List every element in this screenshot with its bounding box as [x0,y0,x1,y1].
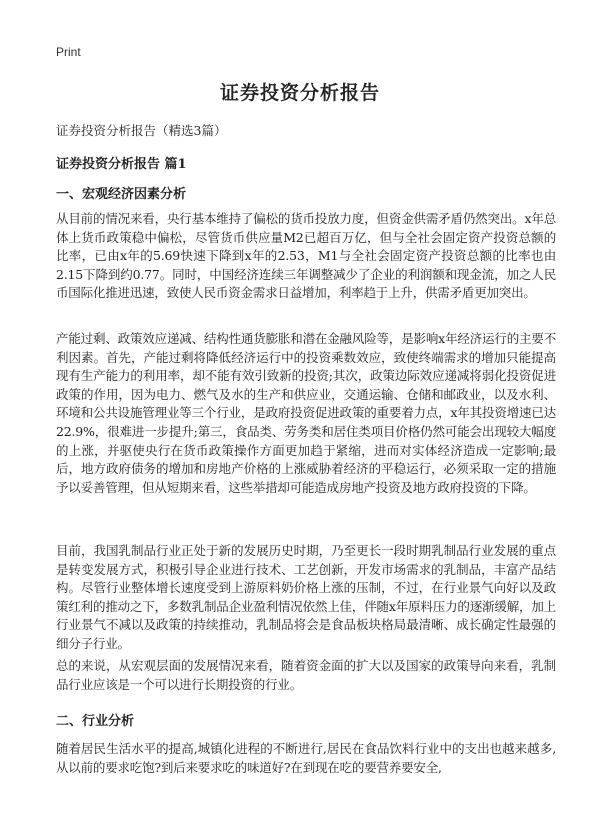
document-title: 证券投资分析报告 [219,82,380,104]
article-title: 证券投资分析报告 篇1 [56,157,187,172]
print-link[interactable]: Print [56,45,81,59]
document-subtitle: 证券投资分析报告（精选3篇） [56,123,227,138]
paragraph: 随着居民生活水平的提高,城镇化进程的不断进行,居民在食品饮料行业中的支出也越来越多,从以前的要求吃饱?到后来要求吃的味道好?在到现在吃的要营养要安全, [56,741,556,775]
section-heading-industry: 二、行业分析 [56,714,135,729]
paragraph: 总的来说，从宏观层面的发展情况来看，随着资金面的扩大以及国家的政策导向来看，乳制品行业应该是一个可以进行长期投资的行业。 [56,658,556,692]
paragraph: 目前，我国乳制品行业正处于新的发展历史时期，乃至更长一段时期乳制品行业发展的重点是转变发展方式，积极引导企业进行技术、工艺创新，开发市场需求的乳制品，丰富产品结构。尽管行业整体增长速度受到上游原料奶价格上涨的压制，不过，在行业景气向好以及政策红利的推动之下，多数乳制品企业盈利情况依然上佳，伴随x年原料压力的逐渐缓解，加上行业景气不减以及政策的持续推动，乳制品将会是食品板块格局最清晰、成长确定性最强的细分子行业。 [56,543,556,651]
paragraph: 从目前的情况来看，央行基本维持了偏松的货币投放力度，但资金供需矛盾仍然突出。x年总体上货币政策稳中偏松，尽管货币供应量M2已超百万亿，但与全社会固定资产投资总额的比率，已由x年的5.69快速下降到x年的2.53，M1与全社会固定资产投资总额的比率也由2.15下降到约0.77。同时，中国经济连续三年调整减少了企业的利润额和现金流，加之人民币国际化推进迅速，致使人民币资金需求日益增加，利率趋于上升，供需矛盾更加突出。 [56,211,556,301]
section-heading-macro: 一、宏观经济因素分析 [56,187,187,202]
paragraph: 产能过剩、政策效应递减、结构性通货膨胀和潜在金融风险等，是影响x年经济运行的主要不利因素。首先，产能过剩将降低经济运行中的投资乘数效应，致使终端需求的增加只能提高现有生产能力的利用率，却不能有效引致新的投资;其次，政策边际效应递减将弱化投资促进政策的作用，因为电力、燃气及水的生产和供应业，交通运输、仓储和邮政业，以及水利、环境和公共设施管理业等三个行业，是政府投资促进政策的重要着力点，x年其投资增速已达22.9%，很难进一步提升;第三，食品类、劳务类和居住类项目价格仍然可能会出现较大幅度的上涨，并驱使央行在货币政策操作方面更加趋于紧缩，进而对实体经济造成一定影响;最后，地方政府债务的增加和房地产价格的上涨威胁着经济的平稳运行，必须采取一定的措施予以妥善管理，但从短期来看，这些举措却可能造成房地产投资及地方政府投资的下降。 [56,331,556,495]
